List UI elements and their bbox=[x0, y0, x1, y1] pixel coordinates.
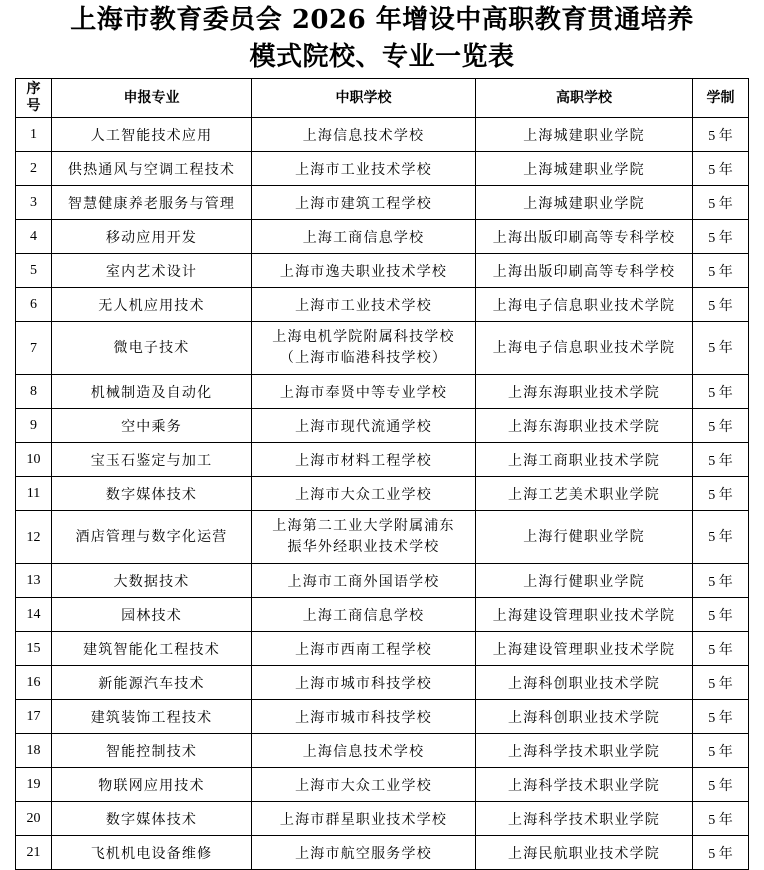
row-secondary-school bbox=[252, 564, 476, 598]
row-secondary-school bbox=[252, 443, 476, 477]
row-duration: 5 年 bbox=[693, 734, 749, 768]
row-major: 新能源汽车技术 bbox=[52, 666, 252, 700]
header-duration: 学制 bbox=[693, 79, 749, 118]
row-duration: 5 年 bbox=[693, 288, 749, 322]
row-duration: 5 年 bbox=[693, 152, 749, 186]
secondary-school-line: 上海市西南工程学校 bbox=[295, 641, 432, 658]
row-number: 5 bbox=[16, 254, 52, 288]
row-secondary-school bbox=[252, 409, 476, 443]
table-row bbox=[16, 802, 749, 836]
table-row bbox=[16, 734, 749, 768]
row-major: 微电子技术 bbox=[52, 322, 252, 375]
row-higher-school: 上海行健职业学院 bbox=[476, 564, 693, 598]
row-duration: 5 年 bbox=[693, 375, 749, 409]
row-secondary-school bbox=[252, 152, 476, 186]
secondary-school-line: 上海信息技术学校 bbox=[302, 127, 425, 144]
row-major: 园林技术 bbox=[52, 598, 252, 632]
row-duration: 5 年 bbox=[693, 220, 749, 254]
row-major: 大数据技术 bbox=[52, 564, 252, 598]
secondary-school-line: 上海电机学院附属科技学校 bbox=[272, 329, 455, 345]
row-higher-school: 上海工商职业技术学院 bbox=[476, 443, 693, 477]
table-row bbox=[16, 254, 749, 288]
table-row bbox=[16, 288, 749, 322]
secondary-school-line: 上海第二工业大学附属浦东 bbox=[272, 518, 455, 534]
row-major: 空中乘务 bbox=[52, 409, 252, 443]
table-row bbox=[16, 477, 749, 511]
table-header-row bbox=[16, 79, 749, 118]
row-higher-school: 上海电子信息职业技术学院 bbox=[476, 322, 693, 375]
secondary-school-line: 上海市材料工程学校 bbox=[295, 452, 432, 469]
header-major: 申报专业 bbox=[52, 79, 252, 118]
table-body bbox=[16, 118, 749, 870]
secondary-school-line: 上海市大众工业学校 bbox=[295, 486, 432, 503]
row-major: 机械制造及自动化 bbox=[52, 375, 252, 409]
row-duration: 5 年 bbox=[693, 700, 749, 734]
row-major: 移动应用开发 bbox=[52, 220, 252, 254]
row-duration: 5 年 bbox=[693, 768, 749, 802]
table-row bbox=[16, 322, 749, 375]
row-major: 无人机应用技术 bbox=[52, 288, 252, 322]
row-major: 人工智能技术应用 bbox=[52, 118, 252, 152]
row-higher-school: 上海建设管理职业技术学院 bbox=[476, 598, 693, 632]
row-number: 15 bbox=[16, 632, 52, 666]
row-number: 6 bbox=[16, 288, 52, 322]
row-major: 物联网应用技术 bbox=[52, 768, 252, 802]
secondary-school-line: 上海市现代流通学校 bbox=[295, 418, 432, 435]
secondary-school-line: 上海市城市科技学校 bbox=[295, 709, 432, 726]
row-number: 8 bbox=[16, 375, 52, 409]
row-secondary-school bbox=[252, 477, 476, 511]
header-higher-school: 高职学校 bbox=[476, 79, 693, 118]
secondary-school-line: 上海市工业技术学校 bbox=[295, 297, 432, 314]
row-higher-school: 上海东海职业技术学院 bbox=[476, 375, 693, 409]
table-row bbox=[16, 836, 749, 870]
row-secondary-school bbox=[252, 511, 476, 564]
table-row bbox=[16, 700, 749, 734]
table-row bbox=[16, 118, 749, 152]
row-major: 酒店管理与数字化运营 bbox=[52, 511, 252, 564]
secondary-school-line: 上海市大众工业学校 bbox=[295, 777, 432, 794]
header-seq-top: 序 bbox=[26, 81, 41, 97]
row-duration: 5 年 bbox=[693, 186, 749, 220]
row-number: 1 bbox=[16, 118, 52, 152]
row-number: 3 bbox=[16, 186, 52, 220]
row-major: 数字媒体技术 bbox=[52, 477, 252, 511]
row-number: 10 bbox=[16, 443, 52, 477]
row-major: 宝玉石鉴定与加工 bbox=[52, 443, 252, 477]
table-row bbox=[16, 409, 749, 443]
secondary-school-line: 上海市城市科技学校 bbox=[295, 675, 432, 692]
secondary-school-line: 上海工商信息学校 bbox=[302, 607, 425, 624]
row-secondary-school bbox=[252, 632, 476, 666]
row-secondary-school bbox=[252, 288, 476, 322]
row-duration: 5 年 bbox=[693, 511, 749, 564]
row-higher-school: 上海科创职业技术学院 bbox=[476, 700, 693, 734]
row-duration: 5 年 bbox=[693, 802, 749, 836]
row-duration: 5 年 bbox=[693, 409, 749, 443]
header-seq-bottom: 号 bbox=[26, 98, 41, 114]
row-higher-school: 上海科学技术职业学院 bbox=[476, 768, 693, 802]
row-higher-school: 上海行健职业学院 bbox=[476, 511, 693, 564]
row-duration: 5 年 bbox=[693, 564, 749, 598]
row-higher-school: 上海科创职业技术学院 bbox=[476, 666, 693, 700]
row-number: 2 bbox=[16, 152, 52, 186]
row-secondary-school bbox=[252, 186, 476, 220]
row-secondary-school bbox=[252, 666, 476, 700]
row-higher-school: 上海出版印刷高等专科学校 bbox=[476, 254, 693, 288]
row-secondary-school bbox=[252, 802, 476, 836]
row-higher-school: 上海建设管理职业技术学院 bbox=[476, 632, 693, 666]
row-duration: 5 年 bbox=[693, 322, 749, 375]
page-title bbox=[0, 2, 764, 76]
row-higher-school: 上海电子信息职业技术学院 bbox=[476, 288, 693, 322]
row-secondary-school bbox=[252, 598, 476, 632]
header-seq bbox=[16, 79, 52, 118]
row-major: 供热通风与空调工程技术 bbox=[52, 152, 252, 186]
secondary-school-line: 上海市航空服务学校 bbox=[295, 845, 432, 862]
row-major: 智慧健康养老服务与管理 bbox=[52, 186, 252, 220]
row-major: 飞机机电设备维修 bbox=[52, 836, 252, 870]
row-higher-school: 上海城建职业学院 bbox=[476, 118, 693, 152]
page-title-line-2: 模式院校、专业一览表 bbox=[249, 42, 515, 72]
row-secondary-school bbox=[252, 375, 476, 409]
row-number: 19 bbox=[16, 768, 52, 802]
secondary-school-line: 上海市群星职业技术学校 bbox=[279, 811, 448, 828]
row-duration: 5 年 bbox=[693, 443, 749, 477]
row-higher-school: 上海出版印刷高等专科学校 bbox=[476, 220, 693, 254]
table-row bbox=[16, 375, 749, 409]
table-row bbox=[16, 564, 749, 598]
schools-majors-table bbox=[15, 78, 749, 870]
table-row bbox=[16, 598, 749, 632]
table-row bbox=[16, 511, 749, 564]
row-higher-school: 上海东海职业技术学院 bbox=[476, 409, 693, 443]
table-row bbox=[16, 443, 749, 477]
row-secondary-school bbox=[252, 768, 476, 802]
secondary-school-line: 上海市建筑工程学校 bbox=[295, 195, 432, 212]
row-duration: 5 年 bbox=[693, 836, 749, 870]
row-higher-school: 上海民航职业技术学院 bbox=[476, 836, 693, 870]
table-row bbox=[16, 186, 749, 220]
row-major: 建筑智能化工程技术 bbox=[52, 632, 252, 666]
row-number: 18 bbox=[16, 734, 52, 768]
row-major: 建筑装饰工程技术 bbox=[52, 700, 252, 734]
row-secondary-school bbox=[252, 220, 476, 254]
row-duration: 5 年 bbox=[693, 632, 749, 666]
table-row bbox=[16, 666, 749, 700]
row-major: 智能控制技术 bbox=[52, 734, 252, 768]
secondary-school-line: 上海市工业技术学校 bbox=[295, 161, 432, 178]
row-higher-school: 上海科学技术职业学院 bbox=[476, 802, 693, 836]
secondary-school-line: 上海市工商外国语学校 bbox=[287, 573, 440, 590]
row-number: 17 bbox=[16, 700, 52, 734]
table-row bbox=[16, 632, 749, 666]
row-number: 4 bbox=[16, 220, 52, 254]
table-row bbox=[16, 768, 749, 802]
secondary-school-line: 上海工商信息学校 bbox=[302, 229, 425, 246]
secondary-school-line: （上海市临港科技学校） bbox=[279, 350, 448, 366]
row-number: 21 bbox=[16, 836, 52, 870]
row-duration: 5 年 bbox=[693, 598, 749, 632]
row-secondary-school bbox=[252, 254, 476, 288]
row-major: 数字媒体技术 bbox=[52, 802, 252, 836]
page-title-line-1: 上海市教育委员会 2026 年增设中高职教育贯通培养 bbox=[70, 5, 694, 35]
row-number: 9 bbox=[16, 409, 52, 443]
secondary-school-line: 上海市奉贤中等专业学校 bbox=[279, 384, 448, 401]
row-number: 20 bbox=[16, 802, 52, 836]
secondary-school-line: 振华外经职业技术学校 bbox=[287, 539, 440, 555]
row-number: 13 bbox=[16, 564, 52, 598]
row-number: 7 bbox=[16, 322, 52, 375]
row-major: 室内艺术设计 bbox=[52, 254, 252, 288]
row-higher-school: 上海工艺美术职业学院 bbox=[476, 477, 693, 511]
row-number: 11 bbox=[16, 477, 52, 511]
row-duration: 5 年 bbox=[693, 118, 749, 152]
row-higher-school: 上海科学技术职业学院 bbox=[476, 734, 693, 768]
row-secondary-school bbox=[252, 700, 476, 734]
secondary-school-line: 上海市逸夫职业技术学校 bbox=[279, 263, 448, 280]
row-number: 14 bbox=[16, 598, 52, 632]
row-number: 12 bbox=[16, 511, 52, 564]
table-row bbox=[16, 152, 749, 186]
row-duration: 5 年 bbox=[693, 666, 749, 700]
header-secondary-school: 中职学校 bbox=[252, 79, 476, 118]
row-secondary-school bbox=[252, 322, 476, 375]
secondary-school-line: 上海信息技术学校 bbox=[302, 743, 425, 760]
table-row bbox=[16, 220, 749, 254]
row-secondary-school bbox=[252, 118, 476, 152]
row-secondary-school bbox=[252, 734, 476, 768]
row-higher-school: 上海城建职业学院 bbox=[476, 152, 693, 186]
row-number: 16 bbox=[16, 666, 52, 700]
row-secondary-school bbox=[252, 836, 476, 870]
row-higher-school: 上海城建职业学院 bbox=[476, 186, 693, 220]
row-duration: 5 年 bbox=[693, 254, 749, 288]
row-duration: 5 年 bbox=[693, 477, 749, 511]
